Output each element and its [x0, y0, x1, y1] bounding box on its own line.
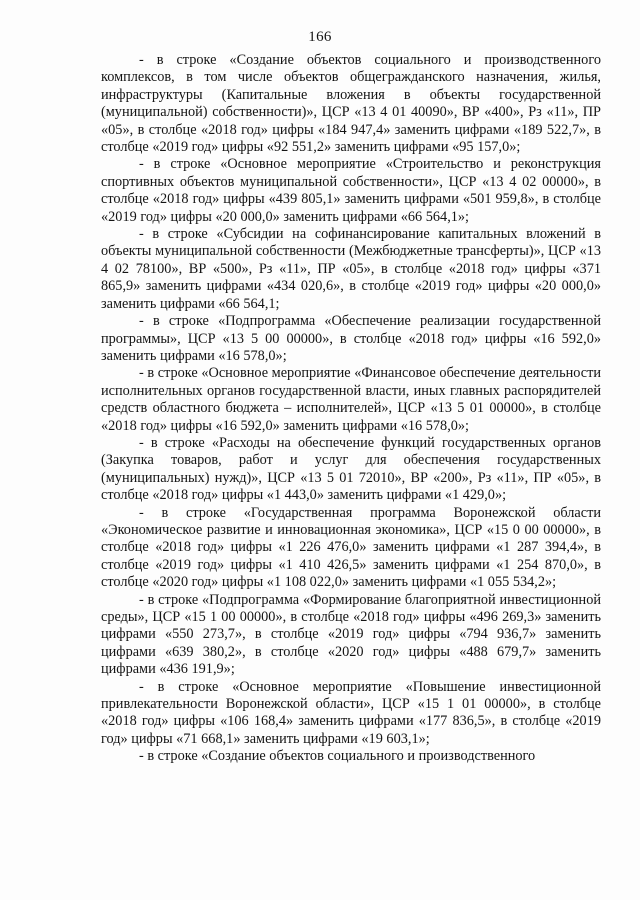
paragraph: - в строке «Основное мероприятие «Финансовое обеспечение деятельности исполнительных органов государственной власти, иных главных распорядителей средств областного бюджета – исполнителей», ЦСР «13 5 01 00000», в столбце «2018 год» цифры «16 592,0» заменить цифрами «16 578,0»; [101, 365, 601, 434]
paragraph: - в строке «Создание объектов социального и производственного комплексов, в том числе объектов общегражданского назначения, жилья, инфраструктуры (Капитальные вложения в объекты государственной (муниципальной) собственности)», ЦСР «13 4 01 40090», ВР «400», Рз «11», ПР «05», в столбце «2018 год» цифры «184 947,4» заменить цифрами «189 522,7», в столбце «2019 год» цифры «92 551,2» заменить цифрами «95 157,0»; [101, 52, 601, 156]
paragraph: - в строке «Расходы на обеспечение функций государственных органов (Закупка товаров, работ и услуг для обеспечения государственных (муниципальных) нужд)», ЦСР «13 5 01 72010», ВР «200», Рз «11», ПР «05», в столбце «2018 год» цифры «1 443,0» заменить цифрами «1 429,0»; [101, 434, 601, 504]
page-number: 166 [308, 29, 332, 45]
paragraph: - в строке «Основное мероприятие «Повышение инвестиционной привлекательности Воронежской области», ЦСР «15 1 01 00000», в столбце «2018 год» цифры «106 168,4» заменить цифрами «177 836,5», в столбце «2019 год» цифры «71 668,1» заменить цифрами «19 603,1»; [101, 678, 601, 747]
paragraph: - в строке «Подпрограмма «Формирование благоприятной инвестиционной среды», ЦСР «15 1 00 00000», в столбце «2018 год» цифры «496 269,3» заменить цифрами «550 273,7», в столбце «2019 год» цифры «794 936,7» заменить цифрами «639 380,2», в столбце «2020 год» цифры «488 679,7» заменить цифрами «436 191,9»; [101, 591, 601, 678]
paragraph: - в строке «Субсидии на софинансирование капитальных вложений в объекты муниципальной собственности (Межбюджетные трансферты)», ЦСР «13 4 02 78100», ВР «500», Рз «11», ПР «05», в столбце «2018 год» цифры «371 865,9» заменить цифрами «434 020,6», в столбце «2019 год» цифры «20 000,0» заменить цифрами «66 564,1; [101, 226, 601, 312]
paragraph: - в строке «Основное мероприятие «Строительство и реконструкция спортивных объектов муниципальной собственности», ЦСР «13 4 02 00000», в столбце «2018 год» цифры «439 805,1» заменить цифрами «501 959,8», в столбце «2019 год» цифры «20 000,0» заменить цифрами «66 564,1»; [101, 156, 601, 225]
paragraph: - в строке «Государственная программа Воронежской области «Экономическое развитие и инновационная экономика», ЦСР «15 0 00 00000», в столбце «2018 год» цифры «1 226 476,0» заменить цифрами «1 287 394,4», в столбце «2019 год» цифры «1 410 426,5» заменить цифрами «1 254 870,0», в столбце «2020 год» цифры «1 108 022,0» заменить цифрами «1 055 534,2»; [101, 504, 601, 591]
paragraph: - в строке «Подпрограмма «Обеспечение реализации государственной программы», ЦСР «13 5 00 00000», в столбце «2018 год» цифры «16 592,0» заменить цифрами «16 578,0»; [101, 313, 601, 364]
document-body [101, 52, 601, 766]
paragraph: - в строке «Создание объектов социального и производственного [139, 748, 536, 765]
